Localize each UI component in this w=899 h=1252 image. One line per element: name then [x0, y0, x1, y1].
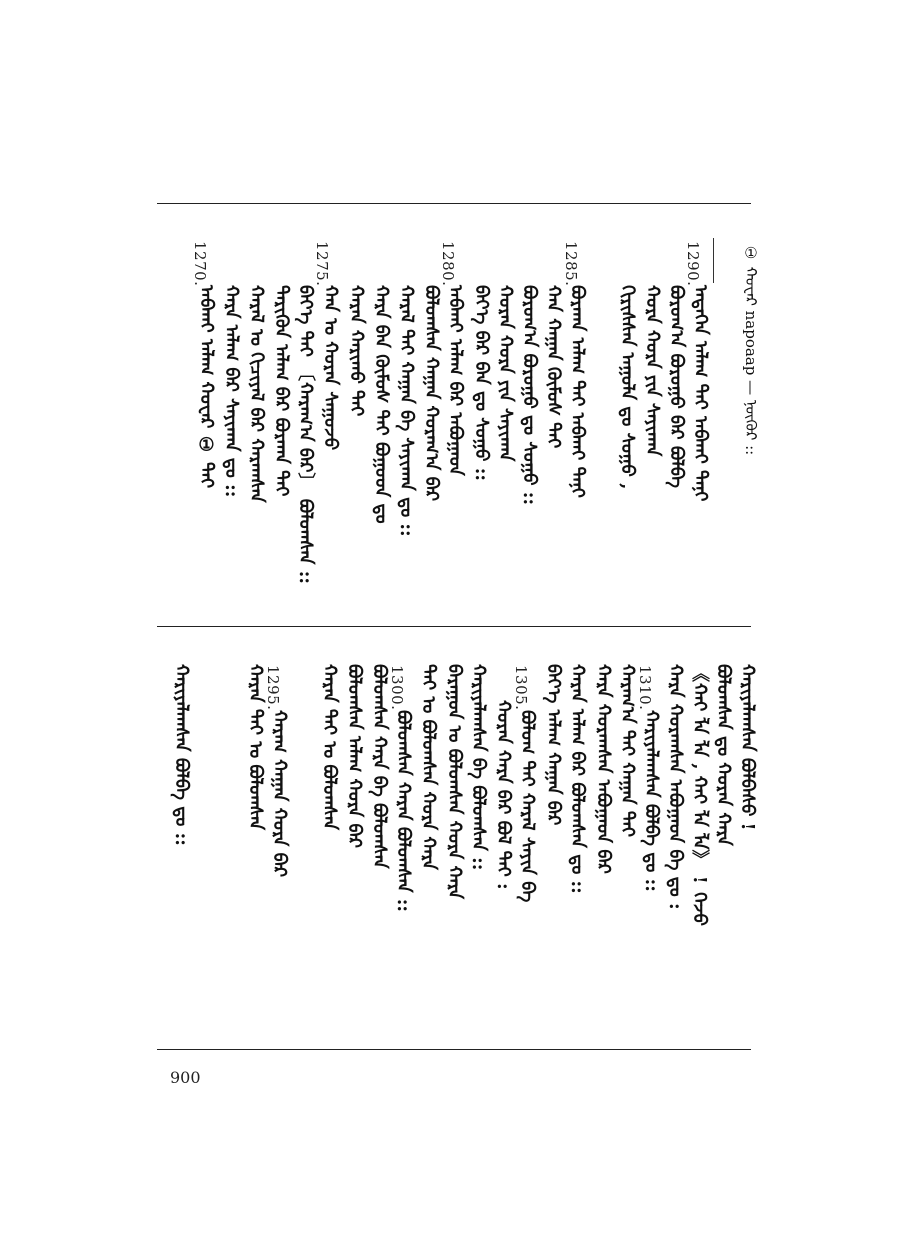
- verse-line: ᠪᠣᠯᠣᠭᠰᠠᠨ ᠬᠠᠷᠠ ᠪᠠ ᠪᠣᠯᠣᠭᠰᠠᠨ: [369, 664, 390, 869]
- line-number: 1305.: [512, 665, 530, 711]
- verse-line: ᠬᠠᠷᠠᠨ ᠲᠠᠢ ᠤ ᠪᠣᠯᠣᠭᠰᠠᠨ: [245, 664, 266, 831]
- line-number: 1280.: [439, 241, 457, 287]
- verse-line: 《ᠬᠠᠢ ᠯᠠ ᠯᠠ , ᠬᠠᠢ ᠯᠠ ᠯᠠ》 ! ᠭᠡᠵᠦ: [689, 664, 710, 926]
- verse-line: ᠬᠢᠷᠢᠰᠰᠡᠨ ᠠᠭᠤᠯᠠ ᠳᠤ ᠰᠤᠭᠤ ,: [617, 285, 638, 490]
- verse-line: ᠬᠠᠷᠠ ᠬᠤᠷᠠᠭᠰᠠᠨ ᠠᠪᠤᠭᠠᠳ ᠪᠡᠷ: [593, 664, 614, 874]
- verse-line: ᠪᠠᠷᠠᠭᠤᠨ ᠤ ᠪᠣᠯᠣᠭᠰᠠᠨ ᠬᠤᠷᠠ ᠬᠠᠷᠠ: [444, 664, 465, 900]
- footnote-marker: ①: [742, 244, 760, 262]
- verse-line: ᠬᠠᠷᠠ ᠬᠤᠷᠠᠭᠰᠠᠨ ᠠᠪᠤᠭᠠᠳ ᠪᠡ ᠳᠤ :: [665, 664, 686, 910]
- line-number: 1290.: [684, 241, 702, 287]
- verse-line: ᠬᠠᠷᠠᠯ ᠤ ᠬᠢᠴᠢᠶᠡᠯ ᠪᠡᠷ ᠬᠠᠷᠠᠭᠰᠠᠨ: [246, 285, 267, 503]
- verse-line: ᠬᠤᠷᠠᠨ ᠬᠠᠷᠠ ᠪᠡᠷ ᠪᠣᠯ ᠲᠠᠢ :: [493, 700, 514, 890]
- verse-line: ᠪᠤᠷᠬᠠᠨ ᠠᠯᠠᠭ ᠲᠠᠢ ᠠᠪᠬᠠᠢ ᠲᠠᠨᠢ: [567, 285, 588, 498]
- verse-line: ᠬᠠᠷᠠᠭ᠎ᠠ ᠲᠠᠢ ᠬᠠᠭᠠᠨ ᠲᠠᠢ: [617, 664, 638, 838]
- verse-line: ᠡᠨᠳᠡᠭᠡᠨ ᠠᠯᠠᠭ ᠲᠠᠢ ᠠᠪᠬᠠᠢ ᠲᠠᠨᠢ: [690, 285, 711, 502]
- verse-line: ᠲᠡᠷᠢᠭᠦᠨ ᠠᠯᠠᠭ ᠪᠡᠷ ᠪᠤᠷᠬᠠᠨ ᠲᠠᠢ: [271, 285, 292, 497]
- page-number: 900: [170, 1068, 201, 1087]
- verse-line: ᠠᠪᠬᠠᠢ ᠠᠯᠠᠭ ᠪᠡᠷ ᠠᠪᠤᠭᠠᠳ: [445, 285, 466, 476]
- verse-line: ᠪᠣᠯᠣᠭᠰᠠᠨ ᠳᠤ ᠬᠤᠷᠠᠨ ᠬᠠᠷᠠ: [713, 664, 734, 846]
- verse-line: ᠬᠠᠷᠠᠨ ᠠᠯᠠᠭ ᠪᠡᠷ ᠪᠣᠯᠣᠭᠰᠠᠨ ᠳᠤ ::: [567, 664, 588, 894]
- verse-line: ᠪᠡᠶ᠎ᠡ ᠠᠯᠠᠭ ᠬᠠᠭᠠᠨ ᠪᠡᠷ: [543, 664, 564, 826]
- verse-line: ᠪᠣᠯᠣᠭ ᠲᠠᠢ ᠬᠠᠷᠠᠯ ᠰᠠᠶᠢᠨ ᠪᠠ: [517, 710, 538, 903]
- line-number: 1285.: [562, 241, 580, 287]
- verse-line: ᠪᠣᠯᠣᠭᠰᠠᠨ ᠠᠯᠠᠭ ᠬᠤᠷᠠ ᠪᠡᠷ: [344, 664, 365, 849]
- footnote-text: ᠬᠣᠸᠠᠷ napoaap — ᠨᠥᠬᠥᠷ ::: [742, 266, 760, 456]
- line-number: 1295.: [264, 665, 282, 711]
- footnote-separator: [713, 238, 714, 283]
- verse-line: ᠬᠠᠷᠠᠭ ᠬᠠᠭᠠᠨ ᠬᠤᠷᠠ ᠪᠡᠷ: [269, 710, 290, 878]
- verse-line: ᠬᠤᠷᠠ ᠬᠤᠷᠠ ᠶᠢᠨ ᠰᠠᠶᠢᠬᠠᠨ: [642, 285, 663, 457]
- line-number: 1310.: [636, 665, 654, 711]
- verse-line: ᠪᠣᠷᠣᠭ᠎ᠠ ᠪᠤᠷᠤᠭᠤ ᠳᠤ ᠰᠤᠭᠤ ::: [519, 285, 540, 506]
- line-number: 1270.: [191, 241, 209, 287]
- verse-line: ᠬᠠᠷᠢᠶᠠᠯᠠᠭᠰᠠᠨ ᠪᠣᠯᠪᠠ ᠳᠤ ::: [171, 664, 192, 846]
- verse-line: ᠪᠡᠶ᠎ᠡ ᠪᠡᠷ ᠪᠠᠨ ᠳᠤ ᠰᠤᠭᠤ ::: [471, 285, 492, 482]
- verse-line: ᠬᠠᠷᠠ ᠪᠡᠨ ᠬᠦᠮᠦᠰ ᠲᠠᠢ ᠪᠣᠭᠣᠳ ᠳᠤ: [371, 285, 392, 524]
- verse-line: ᠬᠠᠷᠢᠶᠠᠯᠠᠭᠰᠠᠨ ᠪᠣᠯᠪᠠ ᠳᠤ ::: [641, 710, 662, 892]
- verse-line: ᠠᠪᠬᠠᠢ ᠠᠯᠠᠭ ᠬᠤᠸᠠᠷ ① ᠲᠠᠢ: [196, 285, 217, 489]
- footnote: [738, 244, 764, 455]
- verse-line: ᠬᠠᠷᠠᠯ ᠲᠠᠢ ᠬᠠᠭᠠᠨ ᠪᠠ ᠰᠠᠶᠢᠬᠠᠨ ᠳᠤ ::: [396, 285, 417, 537]
- verse-line: ᠲᠠᠢ ᠤ ᠪᠣᠯᠣᠭᠰᠠᠨ ᠬᠤᠷᠠ ᠬᠠᠷᠠ: [418, 664, 439, 870]
- verse-line: ᠬᠠᠨ ᠤ ᠬᠤᠷᠠᠨ ᠰᠠᠭᠤᠵᠤ: [320, 285, 341, 451]
- verse-line: ᠪᠣᠯᠣᠭᠰᠠᠨ ᠬᠠᠷᠠᠨ ᠪᠣᠯᠣᠭᠰᠠᠨ ::: [393, 710, 414, 913]
- verse-line: ᠬᠠᠷᠠᠨ ᠲᠠᠢ ᠤ ᠪᠣᠯᠣᠭᠰᠠᠨ: [319, 664, 340, 831]
- verse-line: ᠬᠠᠷᠠᠨ ᠬᠠᠷᠢᠬᠤ ᠲᠠᠢ: [346, 285, 367, 417]
- middle-rule: [157, 626, 751, 627]
- verse-line: ᠬᠠᠷᠠ ᠠᠯᠠᠭ ᠪᠡᠷ ᠰᠠᠶᠢᠬᠠᠨ ᠳᠤ ::: [221, 285, 242, 498]
- verse-line: ᠪᠣᠯᠣᠭᠰᠠᠨ ᠬᠠᠭᠠᠨ ᠬᠤᠷᠠᠭ᠎ᠠ ᠪᠡᠷ: [421, 285, 442, 502]
- verse-line: ᠬᠠᠨ ᠬᠠᠭᠠᠨ ᠬᠦᠮᠦᠰ ᠲᠠᠢ: [543, 285, 564, 449]
- line-number: 1275.: [313, 241, 331, 287]
- verse-line: ᠬᠠᠷᠢᠶᠠᠯᠠᠭᠰᠠᠨ ᠪᠣᠯᠪᠠᠰᠤ !: [737, 664, 758, 831]
- line-number: 1300.: [388, 665, 406, 711]
- verse-line: ᠪᠣᠷᠣᠭ᠎ᠠ ᠪᠤᠷᠤᠭᠤ ᠪᠡᠷ ᠪᠣᠯᠪᠠ: [666, 285, 687, 488]
- top-rule: [157, 203, 751, 204]
- bottom-rule: [157, 1049, 751, 1050]
- verse-line: ᠪᠡᠶ᠎ᠡ ᠲᠠᠢ 〔ᠬᠠᠷᠠᠭ᠎ᠠ ᠪᠡᠷ〕 ᠪᠣᠯᠣᠭᠰᠠᠨ ::: [295, 285, 316, 585]
- verse-line: ᠬᠤᠷᠠᠨ ᠬᠤᠷᠠ ᠶᠢᠨ ᠰᠠᠶᠢᠬᠠᠨ: [495, 285, 516, 462]
- verse-line: ᠬᠠᠷᠢᠶᠠᠯᠠᠭᠰᠠᠨ ᠪᠠ ᠪᠣᠯᠣᠭᠰᠠᠨ ::: [468, 664, 489, 871]
